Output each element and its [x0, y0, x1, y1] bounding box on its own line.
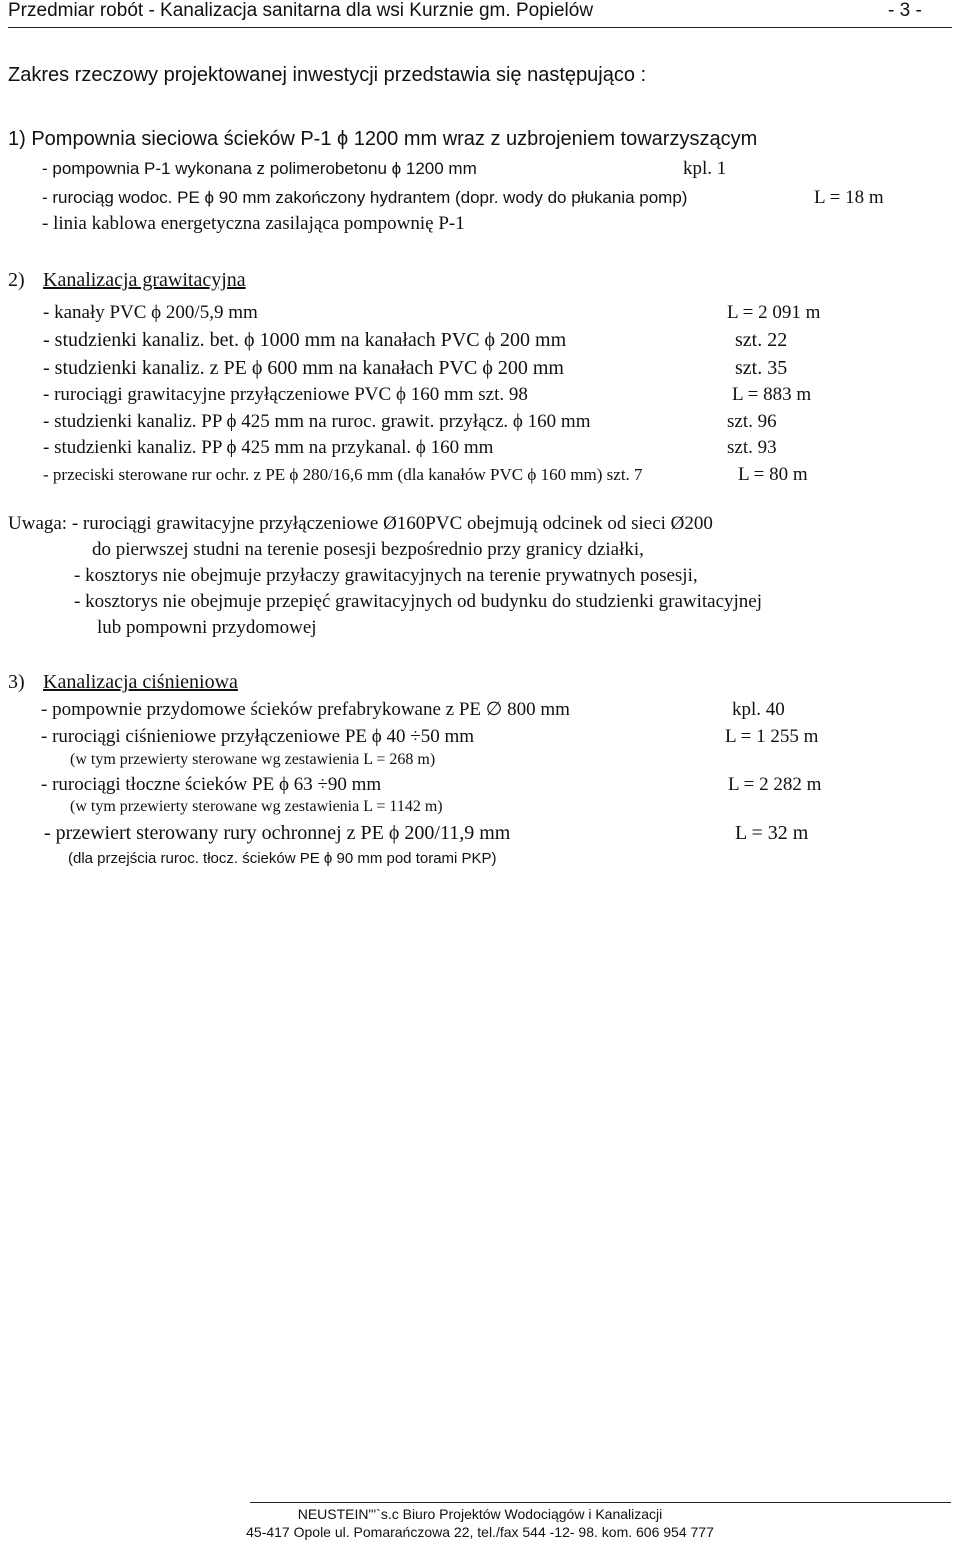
- note-line: - kosztorys nie obejmuje przepięć grawitacyjnych od budynku do studzienki grawitacyjnej: [74, 591, 763, 612]
- footer-company: NEUSTEIN"'`s.c Biuro Projektów Wodociągów i Kanalizacji: [297, 1506, 663, 1522]
- note-line: lub pompowni przydomowej: [97, 617, 317, 638]
- section2-item-qty: L = 883 m: [732, 384, 812, 405]
- page-number: - 3 -: [888, 0, 922, 21]
- section2-number: 2): [8, 269, 25, 291]
- section3-heading: Kanalizacja ciśnieniowa: [43, 671, 238, 693]
- section1-heading: 1) Pompownia sieciowa ścieków P-1 ϕ 1200 mm wraz z uzbrojeniem towarzyszącym: [8, 128, 758, 150]
- section1-item-text: - rurociąg wodoc. PE ϕ 90 mm zakończony hydrantem (dopr. wody do płukania pomp): [42, 188, 688, 207]
- section3-item-text: - rurociągi tłoczne ścieków PE ϕ 63 ÷90 mm: [41, 774, 382, 795]
- section2-item-text: - kanały PVC ϕ 200/5,9 mm: [43, 302, 258, 323]
- section2-item-qty: L = 80 m: [738, 464, 808, 485]
- section1-item-qty: kpl. 1: [683, 158, 727, 179]
- section2-item-text: - studzienki kanaliz. bet. ϕ 1000 mm na kanałach PVC ϕ 200 mm: [43, 329, 567, 351]
- footer-address: 45-417 Opole ul. Pomarańczowa 22, tel./fax 544 -12- 98. kom. 606 954 777: [246, 1524, 714, 1540]
- section3-item-qty: kpl. 40: [732, 699, 785, 720]
- footer-rule: [250, 1502, 951, 1503]
- section3-item-text: - przewiert sterowany rury ochronnej z PE ϕ 200/11,9 mm: [44, 822, 511, 844]
- section3-item-note: (dla przejścia ruroc. tłocz. ścieków PE ϕ 90 mm pod torami PKP): [68, 850, 497, 867]
- intro-heading: Zakres rzeczowy projektowanej inwestycji przedstawia się następująco :: [8, 64, 647, 86]
- section1-item-qty: L = 18 m: [814, 187, 884, 208]
- section2-item-text: - studzienki kanaliz. PP ϕ 425 mm na ruroc. grawit. przyłącz. ϕ 160 mm: [43, 411, 591, 432]
- note-line: Uwaga: - rurociągi grawitacyjne przyłączeniowe Ø160PVC obejmują odcinek od sieci Ø200: [8, 513, 713, 534]
- note-line: do pierwszej studni na terenie posesji bezpośrednio przy granicy działki,: [92, 539, 644, 560]
- section3-item-note: (w tym przewierty sterowane wg zestawienia L = 1142 m): [70, 798, 443, 815]
- header-rule: [8, 27, 952, 28]
- section3-item-qty: L = 2 282 m: [728, 774, 822, 795]
- section3-number: 3): [8, 671, 25, 693]
- section3-item-text: - rurociągi ciśnieniowe przyłączeniowe PE ϕ 40 ÷50 mm: [41, 726, 475, 747]
- document-header-title: Przedmiar robót - Kanalizacja sanitarna dla wsi Kurznie gm. Popielów: [8, 0, 594, 21]
- section2-item-text: - przeciski sterowane rur ochr. z PE ϕ 280/16,6 mm (dla kanałów PVC ϕ 160 mm) szt. 7: [43, 465, 643, 484]
- section1-item-text: - linia kablowa energetyczna zasilająca pompownię P-1: [42, 213, 465, 234]
- section2-heading: Kanalizacja grawitacyjna: [43, 269, 246, 291]
- section2-item-qty: szt. 35: [735, 357, 788, 379]
- section2-item-qty: szt. 93: [727, 437, 777, 458]
- section3-item-text: - pompownie przydomowe ścieków prefabrykowane z PE ∅ 800 mm: [41, 699, 570, 720]
- section2-item-qty: L = 2 091 m: [727, 302, 821, 323]
- section3-item-qty: L = 1 255 m: [725, 726, 819, 747]
- section2-item-qty: szt. 96: [727, 411, 777, 432]
- section2-item-qty: szt. 22: [735, 329, 788, 351]
- note-line: - kosztorys nie obejmuje przyłaczy grawitacyjnych na terenie prywatnych posesji,: [74, 565, 698, 586]
- section1-item-text: - pompownia P-1 wykonana z polimerobetonu ϕ 1200 mm: [42, 159, 477, 178]
- section3-item-qty: L = 32 m: [735, 822, 809, 844]
- section2-item-text: - studzienki kanaliz. z PE ϕ 600 mm na kanałach PVC ϕ 200 mm: [43, 357, 564, 379]
- section2-item-text: - rurociągi grawitacyjne przyłączeniowe PVC ϕ 160 mm szt. 98: [43, 384, 528, 405]
- section3-item-note: (w tym przewierty sterowane wg zestawienia L = 268 m): [70, 751, 436, 768]
- section2-item-text: - studzienki kanaliz. PP ϕ 425 mm na przykanal. ϕ 160 mm: [43, 437, 494, 458]
